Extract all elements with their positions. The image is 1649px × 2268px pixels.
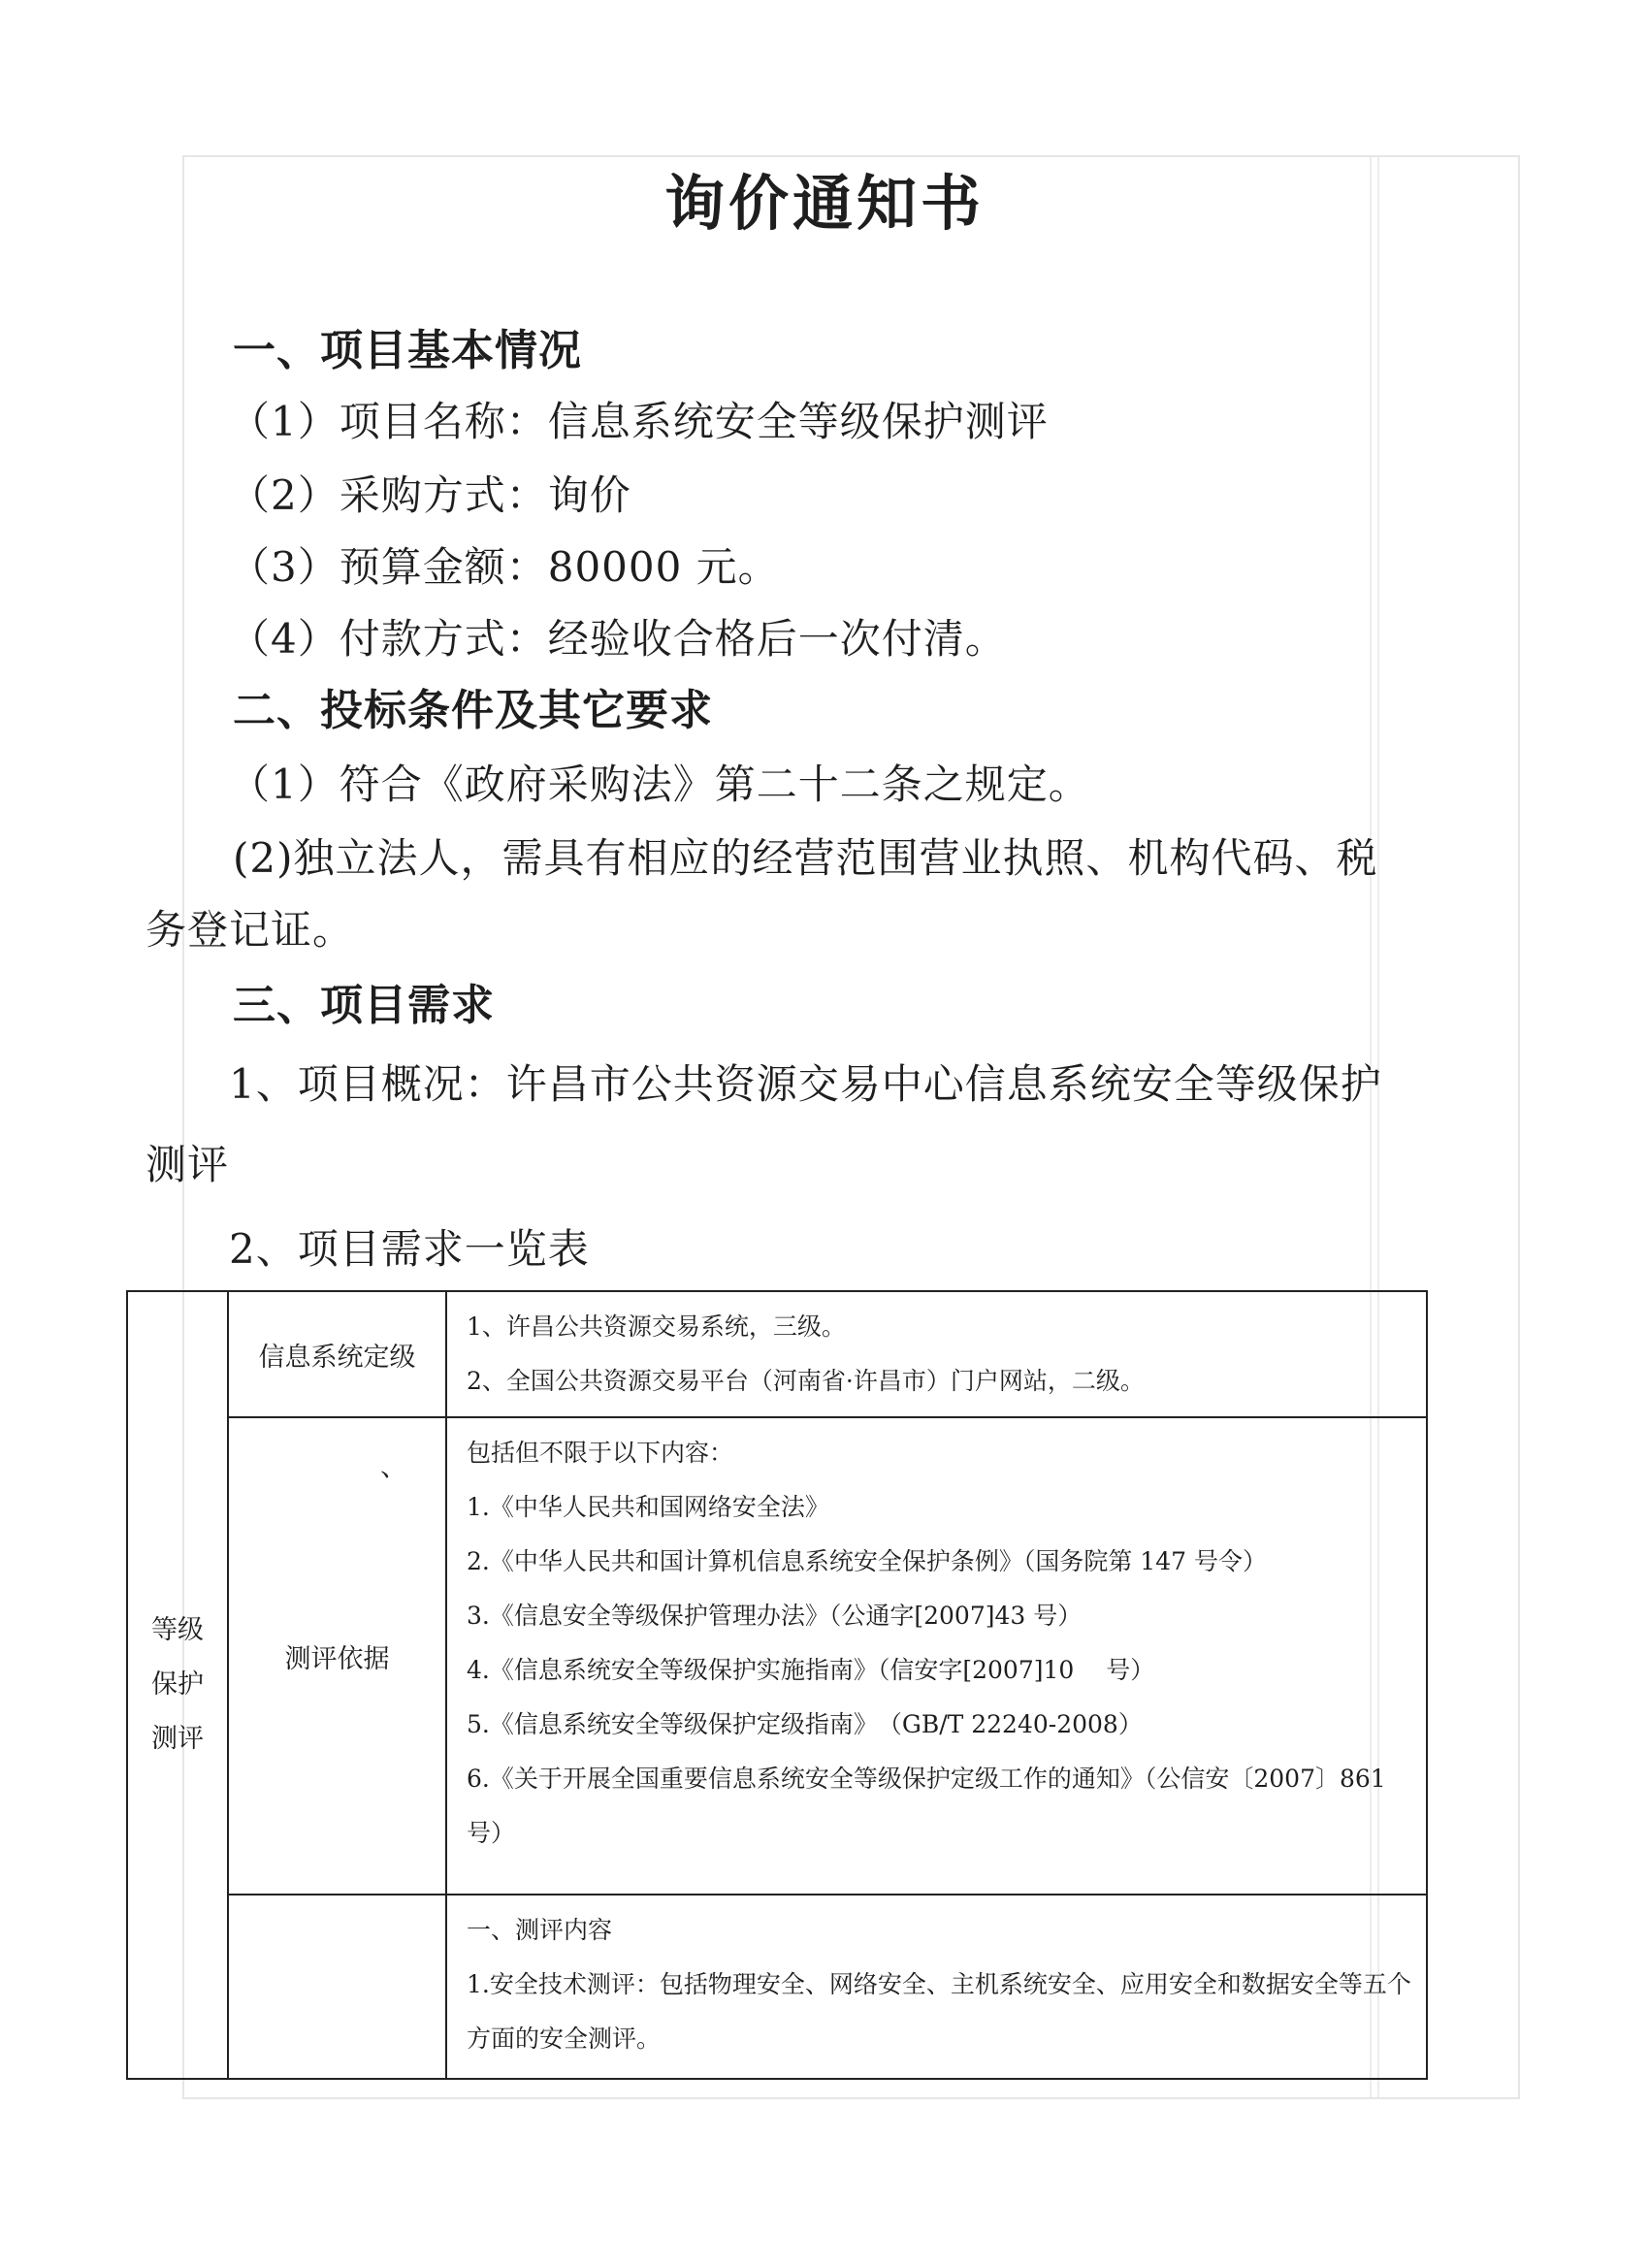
project-overview-line-1: 1、项目概况：许昌市公共资源交易中心信息系统安全等级保护 xyxy=(229,1060,1382,1108)
table-row xyxy=(127,1291,1427,1417)
grading-line: 2、全国公共资源交易平台（河南省·许昌市）门户网站，二级。 xyxy=(467,1367,1145,1395)
grading-detail xyxy=(446,1291,1427,1417)
basis-label: 测评依据 xyxy=(228,1417,446,1895)
basis-line: 3.《信息安全等级保护管理办法》（公通字[2007]43 号） xyxy=(467,1602,1083,1630)
table-row xyxy=(127,1417,1427,1895)
document-title: 询价通知书 xyxy=(663,168,985,239)
project-overview-line-2: 测评 xyxy=(146,1141,230,1188)
procurement-method: （2）采购方式：询价 xyxy=(229,471,631,519)
category-line: 保护 xyxy=(151,1669,204,1700)
category-line: 等级 xyxy=(151,1615,204,1645)
requirements-table xyxy=(126,1290,1428,2080)
project-name: （1）项目名称：信息系统安全等级保护测评 xyxy=(229,398,1049,445)
category-line: 测评 xyxy=(151,1724,204,1754)
requirement-1: （1）符合《政府采购法》第二十二条之规定。 xyxy=(229,761,1090,808)
section-3-heading: 三、项目需求 xyxy=(233,981,495,1030)
handwritten-mark: 、 xyxy=(380,1450,408,1482)
basis-line: 1.《中华人民共和国网络安全法》 xyxy=(467,1493,829,1521)
basis-line: 6.《关于开展全国重要信息系统安全等级保护定级工作的通知》（公信安〔2007〕861 号） xyxy=(467,1765,1386,1847)
requirements-list-title: 2、项目需求一览表 xyxy=(229,1225,590,1273)
grading-line: 1、许昌公共资源交易系统，三级。 xyxy=(467,1312,846,1341)
basis-intro: 包括但不限于以下内容： xyxy=(467,1439,734,1467)
section-2-heading: 二、投标条件及其它要求 xyxy=(233,686,713,735)
basis-detail xyxy=(446,1417,1427,1895)
content-label xyxy=(228,1895,446,2079)
grading-label: 信息系统定级 xyxy=(228,1291,446,1417)
content-heading: 一、测评内容 xyxy=(467,1916,613,1944)
budget-amount: （3）预算金额：80000 元。 xyxy=(229,543,780,591)
requirement-2-line-2: 务登记证。 xyxy=(146,906,355,954)
basis-line: 5.《信息系统安全等级保护定级指南》 （GB/T 22240-2008） xyxy=(467,1710,1143,1738)
table-row xyxy=(127,1895,1427,2079)
section-1-heading: 一、项目基本情况 xyxy=(233,326,582,375)
content-line: 1.安全技术测评：包括物理安全、网络安全、主机系统安全、应用安全和数据安全等五个方面的安全测评。 xyxy=(467,1970,1411,2053)
requirement-2-line-1: (2)独立法人，需具有相应的经营范围营业执照、机构代码、税 xyxy=(233,834,1378,882)
payment-method: （4）付款方式：经验收合格后一次付清。 xyxy=(229,615,1007,663)
basis-line: 2.《中华人民共和国计算机信息系统安全保护条例》（国务院第 147 号令） xyxy=(467,1547,1267,1575)
category-cell xyxy=(127,1291,228,2079)
content-detail xyxy=(446,1895,1427,2079)
basis-line: 4.《信息系统安全等级保护实施指南》（信安字[2007]10 号） xyxy=(467,1656,1155,1684)
